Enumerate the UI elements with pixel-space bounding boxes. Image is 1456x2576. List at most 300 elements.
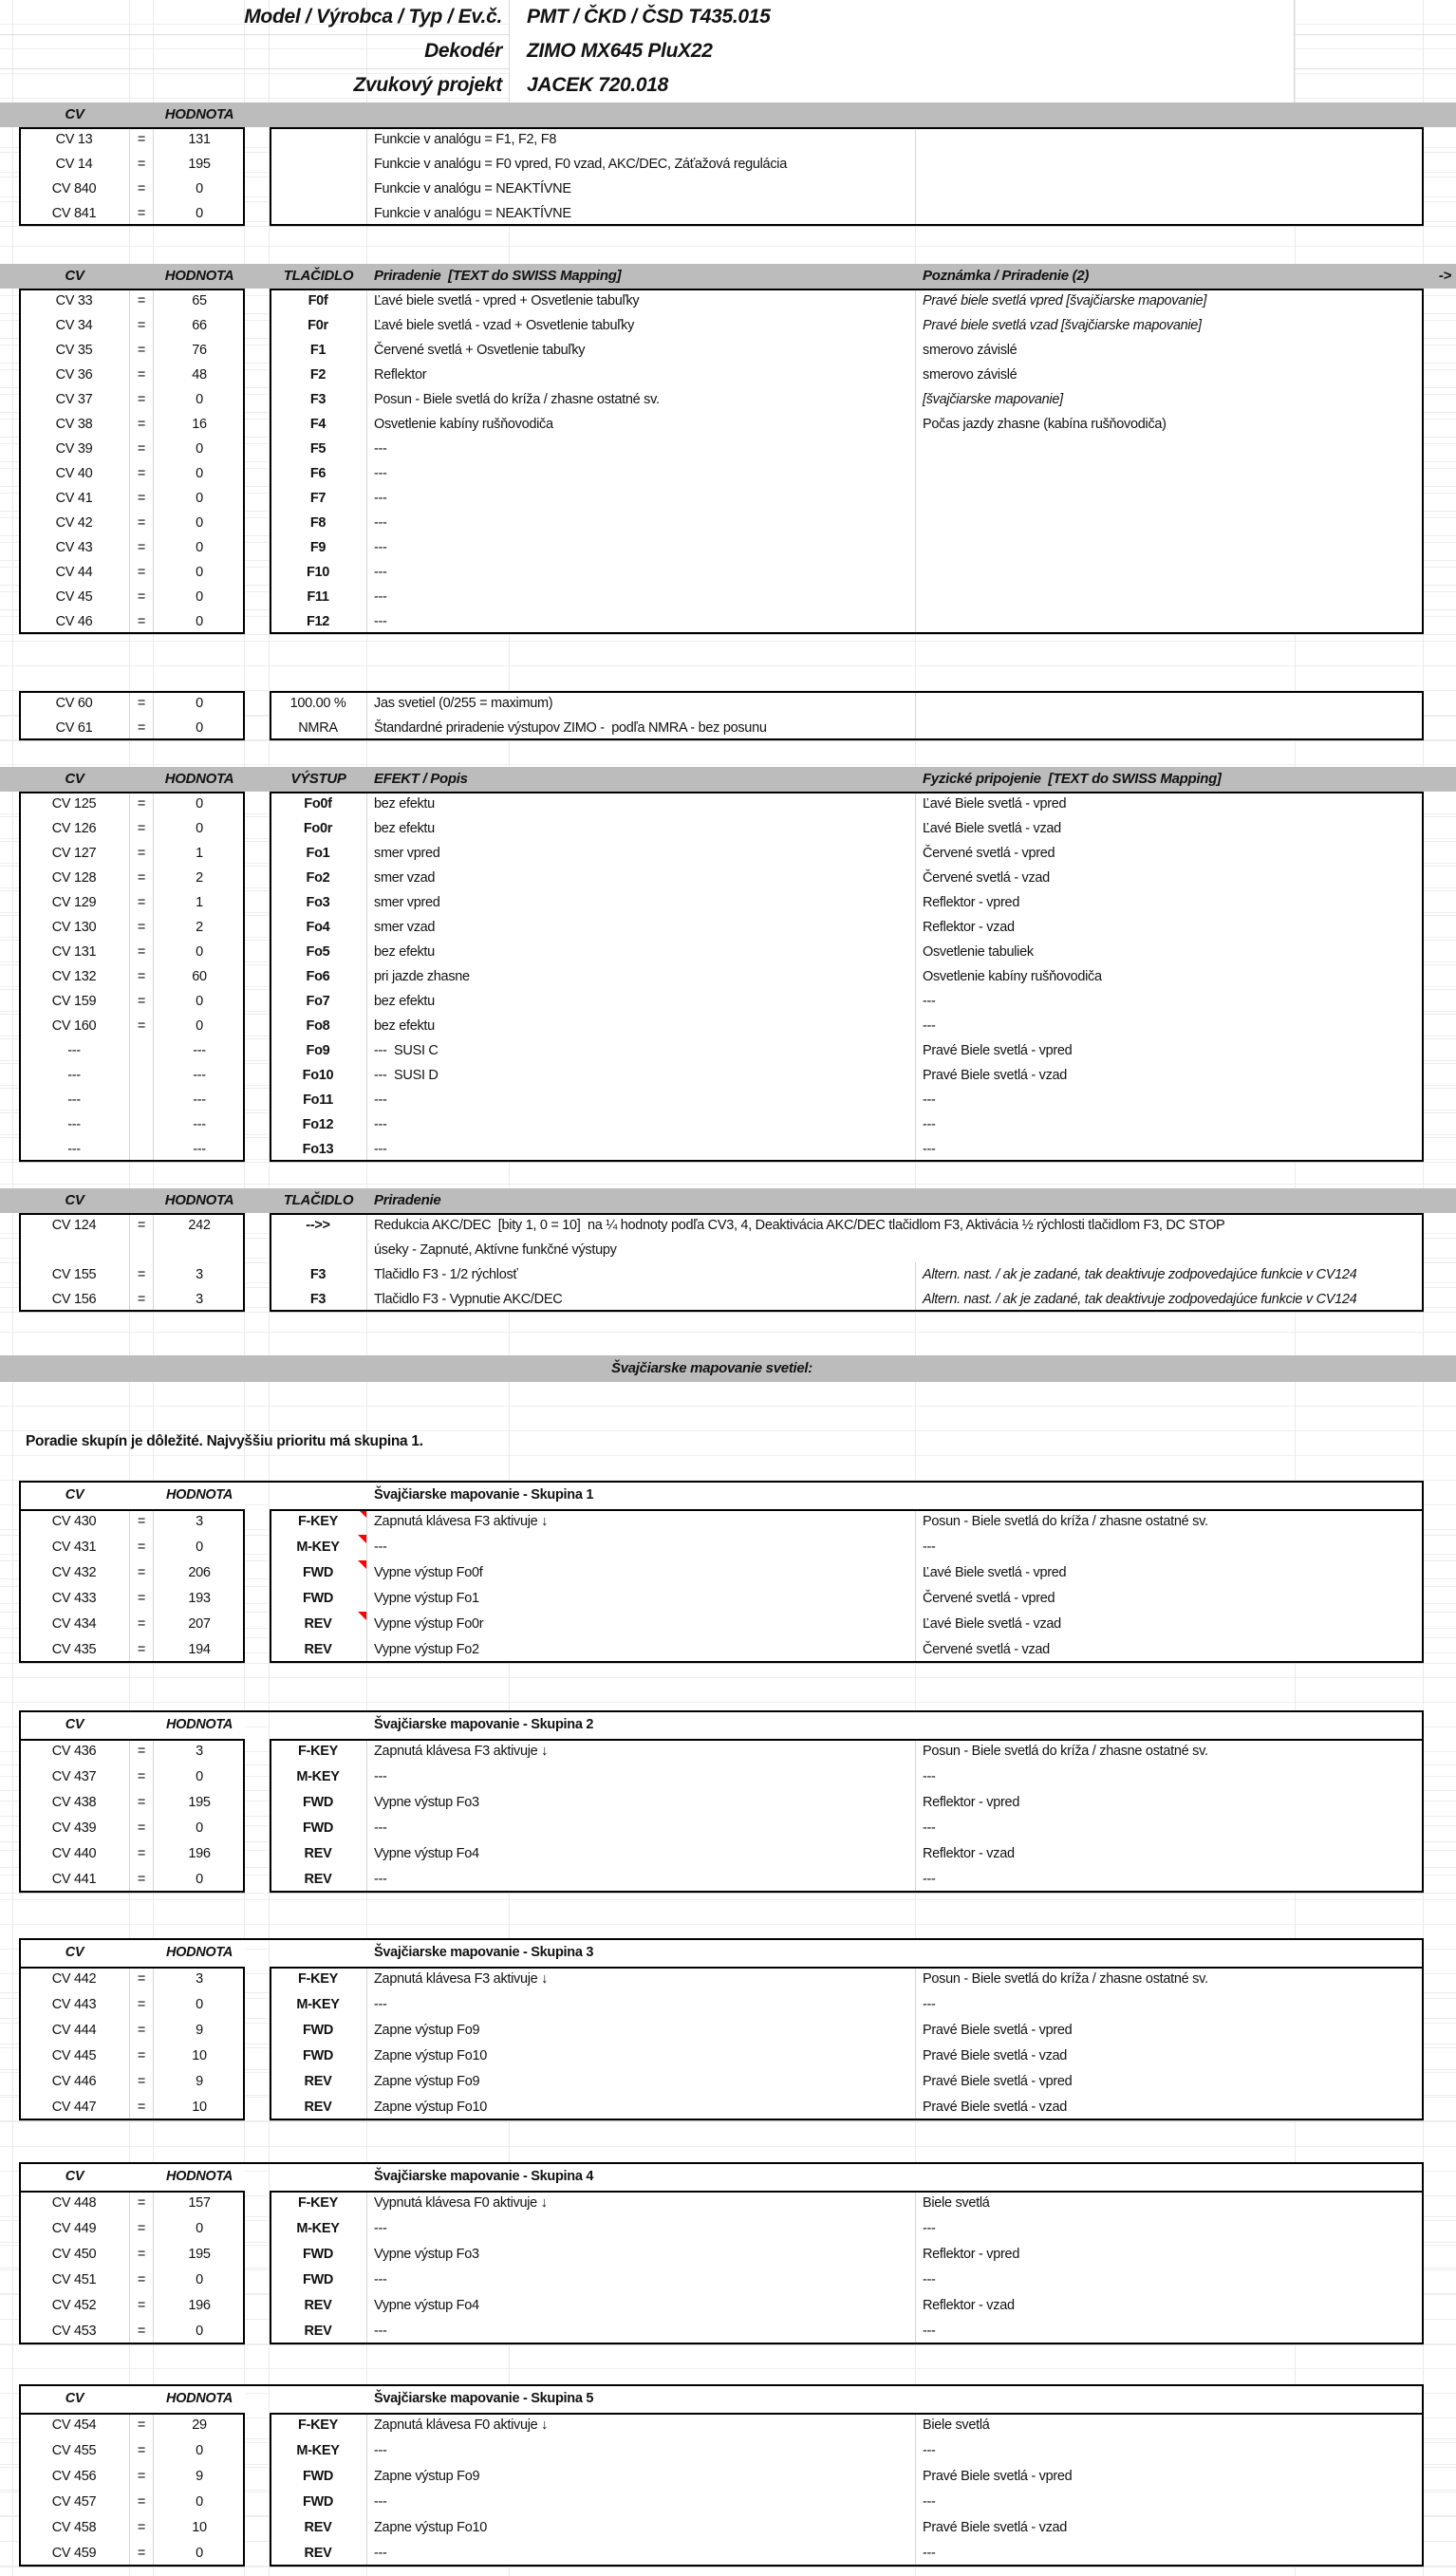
- value-cell[interactable]: 9: [154, 2018, 245, 2044]
- note-cell[interactable]: ---: [916, 989, 1424, 1015]
- gap-cell[interactable]: [245, 1112, 270, 1138]
- equals-cell[interactable]: =: [130, 2044, 154, 2070]
- equals-cell[interactable]: =: [130, 1586, 154, 1613]
- gap-cell[interactable]: [245, 2268, 270, 2294]
- description-cell[interactable]: Zapne výstup Fo10: [367, 2515, 916, 2542]
- value-cell[interactable]: 0: [154, 437, 245, 462]
- margin-cell[interactable]: [1424, 1287, 1456, 1313]
- note-cell[interactable]: ---: [916, 1867, 1424, 1894]
- cv-cell[interactable]: CV 457: [19, 2490, 130, 2516]
- margin-cell[interactable]: [1424, 412, 1456, 438]
- cv-cell[interactable]: CV 42: [19, 511, 130, 536]
- gutter-cell[interactable]: [0, 2438, 19, 2465]
- note-column-header[interactable]: Poznámka / Priradenie (2): [923, 268, 1090, 284]
- value-cell[interactable]: 195: [154, 152, 245, 177]
- note-cell[interactable]: Pravé biele svetlá vpred [švajčiarske mapovanie]: [916, 289, 1424, 314]
- key-cell[interactable]: M-KEY: [270, 1535, 367, 1561]
- equals-cell[interactable]: =: [130, 915, 154, 941]
- description-column-header[interactable]: Priradenie: [374, 1192, 441, 1208]
- key-cell[interactable]: REV: [270, 1867, 367, 1894]
- margin-cell[interactable]: [1424, 1967, 1456, 1993]
- equals-cell[interactable]: [130, 1137, 154, 1163]
- margin-cell[interactable]: [1424, 1262, 1456, 1288]
- gap-cell[interactable]: [245, 338, 270, 364]
- note-cell[interactable]: [916, 437, 1424, 462]
- cv-cell[interactable]: CV 433: [19, 1586, 130, 1613]
- description-cell[interactable]: ---: [367, 2490, 916, 2516]
- description-cell[interactable]: Vypne výstup Fo4: [367, 1841, 916, 1868]
- key-cell[interactable]: FWD: [270, 2242, 367, 2268]
- description-cell[interactable]: ---: [367, 1535, 916, 1561]
- gap-cell[interactable]: [245, 486, 270, 512]
- description-cell[interactable]: Funkcie v analógu = NEAKTÍVNE: [367, 177, 916, 202]
- equals-cell[interactable]: =: [130, 2216, 154, 2243]
- gap-cell[interactable]: [245, 127, 270, 153]
- description-cell[interactable]: Vypne výstup Fo3: [367, 1790, 916, 1817]
- note-cell[interactable]: [916, 535, 1424, 561]
- hodnota-column-header[interactable]: HODNOTA: [154, 2162, 245, 2191]
- margin-cell[interactable]: [1424, 1137, 1456, 1163]
- cv-cell[interactable]: CV 132: [19, 964, 130, 990]
- equals-cell[interactable]: =: [130, 989, 154, 1015]
- gap-cell[interactable]: [245, 1967, 270, 1993]
- value-cell[interactable]: 0: [154, 1867, 245, 1894]
- cv-column-header[interactable]: CV: [65, 1192, 84, 1208]
- value-cell[interactable]: 0: [154, 486, 245, 512]
- equals-cell[interactable]: =: [130, 1790, 154, 1817]
- margin-cell[interactable]: [1424, 338, 1456, 364]
- description-cell[interactable]: Vypne výstup Fo1: [367, 1586, 916, 1613]
- value-cell[interactable]: 3: [154, 1262, 245, 1288]
- gutter-cell[interactable]: [0, 1739, 19, 1765]
- key-cell[interactable]: M-KEY: [270, 1764, 367, 1791]
- cv-cell[interactable]: CV 430: [19, 1509, 130, 1536]
- equals-cell[interactable]: =: [130, 964, 154, 990]
- gap-cell[interactable]: [245, 866, 270, 891]
- gutter-cell[interactable]: [0, 816, 19, 842]
- value-cell[interactable]: 65: [154, 289, 245, 314]
- gutter-cell[interactable]: [0, 177, 19, 202]
- description-cell[interactable]: smer vzad: [367, 866, 916, 891]
- group-title[interactable]: Švajčiarske mapovanie - Skupina 1: [367, 1481, 916, 1509]
- cv-cell[interactable]: CV 39: [19, 437, 130, 462]
- value-cell[interactable]: 0: [154, 560, 245, 586]
- value-cell[interactable]: 9: [154, 2069, 245, 2096]
- gutter-cell[interactable]: [0, 437, 19, 462]
- description-cell[interactable]: ---: [367, 1112, 916, 1138]
- gap-cell[interactable]: [245, 1088, 270, 1113]
- description-cell[interactable]: Funkcie v analógu = F0 vpred, F0 vzad, AKC/DEC, Záťažová regulácia: [367, 152, 916, 177]
- key-cell[interactable]: REV: [270, 1637, 367, 1664]
- cv-cell[interactable]: CV 46: [19, 609, 130, 635]
- description-cell[interactable]: Vypne výstup Fo0r: [367, 1612, 916, 1638]
- gutter-cell[interactable]: [0, 2069, 19, 2096]
- equals-cell[interactable]: [130, 1038, 154, 1064]
- gutter-cell[interactable]: [0, 609, 19, 635]
- gap-cell[interactable]: [245, 2490, 270, 2516]
- description-cell[interactable]: ---: [367, 486, 916, 512]
- equals-cell[interactable]: =: [130, 289, 154, 314]
- gutter-cell[interactable]: [0, 1967, 19, 1993]
- margin-cell[interactable]: [1424, 535, 1456, 561]
- margin-cell[interactable]: [1424, 866, 1456, 891]
- note-cell[interactable]: Reflektor - vzad: [916, 915, 1424, 941]
- note-cell[interactable]: Ľavé Biele svetlá - vzad: [916, 816, 1424, 842]
- gutter-cell[interactable]: [0, 1764, 19, 1791]
- value-cell[interactable]: 193: [154, 1586, 245, 1613]
- margin-cell[interactable]: [1424, 1014, 1456, 1039]
- margin-cell[interactable]: [1424, 289, 1456, 314]
- key-cell[interactable]: Fo4: [270, 915, 367, 941]
- margin-cell[interactable]: [1424, 2191, 1456, 2217]
- margin-cell[interactable]: [1424, 964, 1456, 990]
- gutter-cell[interactable]: [0, 2095, 19, 2121]
- cv-cell[interactable]: CV 130: [19, 915, 130, 941]
- key-cell[interactable]: F8: [270, 511, 367, 536]
- margin-cell[interactable]: [1424, 716, 1456, 741]
- note-cell[interactable]: Pravé Biele svetlá - vzad: [916, 2515, 1424, 2542]
- spacer-cell[interactable]: [130, 1938, 154, 1967]
- cv-cell[interactable]: CV 453: [19, 2319, 130, 2345]
- gutter-cell[interactable]: [0, 1038, 19, 1064]
- note-cell[interactable]: ---: [916, 2541, 1424, 2567]
- hodnota-column-header[interactable]: HODNOTA: [164, 106, 234, 122]
- gap-cell[interactable]: [245, 2095, 270, 2121]
- value-cell[interactable]: 16: [154, 412, 245, 438]
- equals-cell[interactable]: =: [130, 1213, 154, 1239]
- note-cell[interactable]: Pravé biele svetlá vzad [švajčiarske mapovanie]: [916, 313, 1424, 339]
- title-value-2[interactable]: JACEK 720.018: [510, 68, 1295, 103]
- description-cell[interactable]: Funkcie v analógu = NEAKTÍVNE: [367, 201, 916, 227]
- gap-cell[interactable]: [245, 940, 270, 965]
- key-cell[interactable]: FWD: [270, 2044, 367, 2070]
- margin-cell[interactable]: [1424, 1112, 1456, 1138]
- cv-cell[interactable]: CV 443: [19, 1992, 130, 2019]
- margin-cell[interactable]: [1424, 691, 1456, 717]
- gap-cell[interactable]: [245, 609, 270, 635]
- gutter-cell[interactable]: [0, 1867, 19, 1894]
- gap-cell[interactable]: [245, 890, 270, 916]
- value-cell[interactable]: 0: [154, 989, 245, 1015]
- gap-cell[interactable]: [245, 535, 270, 561]
- description-cell[interactable]: ---: [367, 461, 916, 487]
- gap-cell[interactable]: [245, 289, 270, 314]
- note-cell[interactable]: Posun - Biele svetlá do kríža / zhasne ostatné sv.: [916, 1739, 1424, 1765]
- key-cell[interactable]: F-KEY: [270, 1509, 367, 1536]
- key-cell[interactable]: F-KEY: [270, 2413, 367, 2439]
- description-cell[interactable]: ---: [367, 2216, 916, 2243]
- cv-cell[interactable]: CV 448: [19, 2191, 130, 2217]
- cv-cell[interactable]: ---: [19, 1038, 130, 1064]
- note-cell[interactable]: Pravé Biele svetlá - vpred: [916, 2069, 1424, 2096]
- gutter-cell[interactable]: [0, 2541, 19, 2567]
- description-cell[interactable]: Červené svetlá + Osvetlenie tabuľky: [367, 338, 916, 364]
- value-cell[interactable]: 3: [154, 1509, 245, 1536]
- note-cell[interactable]: [916, 560, 1424, 586]
- gap-cell[interactable]: [245, 989, 270, 1015]
- key-cell[interactable]: FWD: [270, 2018, 367, 2044]
- key-cell[interactable]: Fo0f: [270, 792, 367, 817]
- key-cell[interactable]: F5: [270, 437, 367, 462]
- value-cell[interactable]: ---: [154, 1063, 245, 1089]
- gutter-cell[interactable]: [0, 2464, 19, 2491]
- title-label-0[interactable]: Model / Výrobca / Typ / Ev.č.: [0, 0, 510, 35]
- cv-cell[interactable]: CV 436: [19, 1739, 130, 1765]
- description-cell[interactable]: Zapne výstup Fo9: [367, 2464, 916, 2491]
- gap-cell[interactable]: [245, 1137, 270, 1163]
- description-cell[interactable]: ---: [367, 1816, 916, 1842]
- title-value-1[interactable]: ZIMO MX645 PluX22: [510, 34, 1295, 69]
- cv-cell[interactable]: CV 456: [19, 2464, 130, 2491]
- value-cell[interactable]: [154, 1238, 245, 1263]
- description-cell[interactable]: --- SUSI D: [367, 1063, 916, 1089]
- gap-cell[interactable]: [245, 2319, 270, 2345]
- value-cell[interactable]: 0: [154, 716, 245, 741]
- cv-cell[interactable]: CV 14: [19, 152, 130, 177]
- equals-cell[interactable]: =: [130, 177, 154, 202]
- note-cell[interactable]: Reflektor - vpred: [916, 890, 1424, 916]
- margin-cell[interactable]: [1424, 2541, 1456, 2567]
- value-cell[interactable]: 0: [154, 940, 245, 965]
- key-cell[interactable]: F3: [270, 387, 367, 413]
- cv-cell[interactable]: CV 40: [19, 461, 130, 487]
- margin-cell[interactable]: [1424, 2242, 1456, 2268]
- value-cell[interactable]: 0: [154, 461, 245, 487]
- cv-cell[interactable]: ---: [19, 1063, 130, 1089]
- margin-cell[interactable]: [1424, 1213, 1456, 1239]
- gutter-cell[interactable]: [0, 1287, 19, 1313]
- gap-cell[interactable]: [245, 1637, 270, 1664]
- margin-cell[interactable]: [1424, 1841, 1456, 1868]
- spacer-cell[interactable]: [130, 1710, 154, 1739]
- gutter-cell[interactable]: [0, 841, 19, 867]
- gutter-cell[interactable]: [0, 2490, 19, 2516]
- gutter-cell[interactable]: [0, 989, 19, 1015]
- title-extra-cell[interactable]: [1295, 68, 1456, 103]
- gap-cell[interactable]: [245, 1586, 270, 1613]
- note-cell[interactable]: Pravé Biele svetlá - vpred: [916, 1038, 1424, 1064]
- gap-cell[interactable]: [245, 2438, 270, 2465]
- value-cell[interactable]: 0: [154, 1014, 245, 1039]
- margin-cell[interactable]: [1424, 437, 1456, 462]
- note-cell[interactable]: Pravé Biele svetlá - vzad: [916, 1063, 1424, 1089]
- gap-cell[interactable]: [245, 2293, 270, 2320]
- margin-cell[interactable]: [1424, 989, 1456, 1015]
- note-cell[interactable]: Biele svetlá: [916, 2191, 1424, 2217]
- value-cell[interactable]: 10: [154, 2515, 245, 2542]
- gutter-cell[interactable]: [0, 1112, 19, 1138]
- key-cell[interactable]: FWD: [270, 2268, 367, 2294]
- note-cell[interactable]: [916, 461, 1424, 487]
- group-title[interactable]: Švajčiarske mapovanie - Skupina 4: [367, 2162, 916, 2191]
- equals-cell[interactable]: =: [130, 1509, 154, 1536]
- gutter-cell[interactable]: [0, 535, 19, 561]
- key-cell[interactable]: F10: [270, 560, 367, 586]
- margin-cell[interactable]: [1424, 2319, 1456, 2345]
- description-cell[interactable]: Štandardné priradenie výstupov ZIMO - podľa NMRA - bez posunu: [367, 716, 916, 741]
- equals-cell[interactable]: =: [130, 461, 154, 487]
- description-cell[interactable]: smer vpred: [367, 890, 916, 916]
- cv-cell[interactable]: CV 125: [19, 792, 130, 817]
- margin-cell[interactable]: [1424, 2438, 1456, 2465]
- key-cell[interactable]: F-KEY: [270, 2191, 367, 2217]
- cv-cell[interactable]: CV 438: [19, 1790, 130, 1817]
- note-cell[interactable]: Altern. nast. / ak je zadané, tak deaktivuje zodpovedajúce funkcie v CV124: [916, 1287, 1424, 1313]
- equals-cell[interactable]: =: [130, 2293, 154, 2320]
- value-cell[interactable]: 0: [154, 585, 245, 610]
- value-cell[interactable]: 0: [154, 2490, 245, 2516]
- gutter-cell[interactable]: [0, 2319, 19, 2345]
- key-cell[interactable]: Fo7: [270, 989, 367, 1015]
- equals-cell[interactable]: =: [130, 2018, 154, 2044]
- value-cell[interactable]: 242: [154, 1213, 245, 1239]
- key-cell[interactable]: F3: [270, 1262, 367, 1288]
- value-cell[interactable]: 157: [154, 2191, 245, 2217]
- cv-cell[interactable]: CV 444: [19, 2018, 130, 2044]
- comment-marker-icon[interactable]: [358, 1612, 366, 1620]
- cv-column-header[interactable]: CV: [19, 1481, 130, 1509]
- gutter-cell[interactable]: [0, 1137, 19, 1163]
- equals-cell[interactable]: =: [130, 1816, 154, 1842]
- note-cell[interactable]: Reflektor - vpred: [916, 1790, 1424, 1817]
- equals-cell[interactable]: =: [130, 841, 154, 867]
- key-cell[interactable]: FWD: [270, 1560, 367, 1587]
- priority-note[interactable]: Poradie skupín je dôležité. Najvyššiu prioritu má skupina 1.: [26, 1433, 423, 1449]
- cv-cell[interactable]: CV 440: [19, 1841, 130, 1868]
- description-column-header[interactable]: Priradenie [TEXT do SWISS Mapping]: [374, 268, 622, 284]
- note-cell[interactable]: [916, 511, 1424, 536]
- equals-cell[interactable]: =: [130, 2319, 154, 2345]
- equals-cell[interactable]: =: [130, 535, 154, 561]
- cv-column-header[interactable]: CV: [19, 2384, 130, 2413]
- key-cell[interactable]: [270, 201, 367, 227]
- value-cell[interactable]: 9: [154, 2464, 245, 2491]
- comment-marker-icon[interactable]: [358, 1535, 366, 1543]
- equals-cell[interactable]: =: [130, 511, 154, 536]
- key-cell[interactable]: Fo2: [270, 866, 367, 891]
- value-cell[interactable]: 0: [154, 609, 245, 635]
- gap-cell[interactable]: [245, 816, 270, 842]
- gap-cell[interactable]: [245, 841, 270, 867]
- margin-cell[interactable]: [1424, 2018, 1456, 2044]
- note-cell[interactable]: Altern. nast. / ak je zadané, tak deaktivuje zodpovedajúce funkcie v CV124: [916, 1262, 1424, 1288]
- gutter-cell[interactable]: [0, 2018, 19, 2044]
- margin-cell[interactable]: [1424, 486, 1456, 512]
- note-cell[interactable]: Počas jazdy zhasne (kabína rušňovodiča): [916, 412, 1424, 438]
- equals-cell[interactable]: =: [130, 1967, 154, 1993]
- gap-cell[interactable]: [245, 1841, 270, 1868]
- margin-cell[interactable]: [1424, 1535, 1456, 1561]
- margin-cell[interactable]: [1424, 2216, 1456, 2243]
- margin-cell[interactable]: [1424, 387, 1456, 413]
- value-cell[interactable]: 60: [154, 964, 245, 990]
- value-cell[interactable]: 206: [154, 1560, 245, 1587]
- equals-cell[interactable]: [130, 1238, 154, 1263]
- value-cell[interactable]: 0: [154, 511, 245, 536]
- key-cell[interactable]: -->>: [270, 1213, 367, 1239]
- equals-cell[interactable]: =: [130, 1560, 154, 1587]
- description-cell[interactable]: ---: [367, 437, 916, 462]
- gap-cell[interactable]: [245, 1014, 270, 1039]
- description-cell[interactable]: ---: [367, 1992, 916, 2019]
- spacer-cell[interactable]: [270, 2162, 367, 2191]
- equals-cell[interactable]: =: [130, 2490, 154, 2516]
- margin-cell[interactable]: [1424, 560, 1456, 586]
- value-cell[interactable]: ---: [154, 1038, 245, 1064]
- gap-cell[interactable]: [245, 152, 270, 177]
- gap-cell[interactable]: [245, 363, 270, 388]
- description-cell[interactable]: smer vpred: [367, 841, 916, 867]
- hodnota-column-header[interactable]: HODNOTA: [154, 1481, 245, 1509]
- value-cell[interactable]: 2: [154, 866, 245, 891]
- note-cell[interactable]: [916, 127, 1424, 153]
- gutter-cell[interactable]: [0, 1262, 19, 1288]
- equals-cell[interactable]: =: [130, 1014, 154, 1039]
- note-cell[interactable]: ---: [916, 1088, 1424, 1113]
- cv-cell[interactable]: CV 61: [19, 716, 130, 741]
- equals-cell[interactable]: =: [130, 2541, 154, 2567]
- description-cell[interactable]: ---: [367, 1088, 916, 1113]
- cv-cell[interactable]: CV 43: [19, 535, 130, 561]
- key-column-header[interactable]: TLAČIDLO: [283, 1192, 354, 1208]
- gutter-cell[interactable]: [0, 363, 19, 388]
- margin-cell[interactable]: [1424, 1088, 1456, 1113]
- value-cell[interactable]: 0: [154, 2541, 245, 2567]
- gap-cell[interactable]: [245, 437, 270, 462]
- key-cell[interactable]: M-KEY: [270, 1992, 367, 2019]
- cv-cell[interactable]: CV 441: [19, 1867, 130, 1894]
- gutter-cell[interactable]: [0, 511, 19, 536]
- value-cell[interactable]: 196: [154, 1841, 245, 1868]
- gutter-cell[interactable]: [0, 716, 19, 741]
- cv-column-header[interactable]: CV: [65, 771, 84, 787]
- equals-cell[interactable]: =: [130, 1739, 154, 1765]
- margin-cell[interactable]: [1424, 1739, 1456, 1765]
- gap-cell[interactable]: [245, 691, 270, 717]
- description-cell[interactable]: --- SUSI C: [367, 1038, 916, 1064]
- equals-cell[interactable]: [130, 1063, 154, 1089]
- equals-cell[interactable]: =: [130, 1287, 154, 1313]
- margin-cell[interactable]: [1424, 1612, 1456, 1638]
- key-cell[interactable]: REV: [270, 1841, 367, 1868]
- value-cell[interactable]: 0: [154, 792, 245, 817]
- cv-cell[interactable]: CV 129: [19, 890, 130, 916]
- equals-cell[interactable]: =: [130, 2095, 154, 2121]
- cv-cell[interactable]: CV 159: [19, 989, 130, 1015]
- spacer-cell[interactable]: [916, 2162, 1424, 2191]
- cv-cell[interactable]: CV 128: [19, 866, 130, 891]
- gutter-cell[interactable]: [0, 1790, 19, 1817]
- gutter-cell[interactable]: [0, 2044, 19, 2070]
- key-cell[interactable]: F4: [270, 412, 367, 438]
- spacer-cell[interactable]: [916, 1710, 1424, 1739]
- gutter-cell[interactable]: [0, 387, 19, 413]
- gutter-cell[interactable]: [0, 866, 19, 891]
- gutter-cell[interactable]: [0, 486, 19, 512]
- value-cell[interactable]: 1: [154, 841, 245, 867]
- gutter-cell[interactable]: [0, 1637, 19, 1664]
- key-cell[interactable]: Fo0r: [270, 816, 367, 842]
- note-cell[interactable]: Osvetlenie tabuliek: [916, 940, 1424, 965]
- cv-cell[interactable]: CV 126: [19, 816, 130, 842]
- value-cell[interactable]: ---: [154, 1112, 245, 1138]
- description-cell[interactable]: Zapnutá klávesa F3 aktivuje ↓: [367, 1967, 916, 1993]
- equals-cell[interactable]: =: [130, 2413, 154, 2439]
- margin-cell[interactable]: [1424, 1790, 1456, 1817]
- key-cell[interactable]: REV: [270, 2095, 367, 2121]
- note-cell[interactable]: Ľavé Biele svetlá - vpred: [916, 1560, 1424, 1587]
- key-cell[interactable]: F6: [270, 461, 367, 487]
